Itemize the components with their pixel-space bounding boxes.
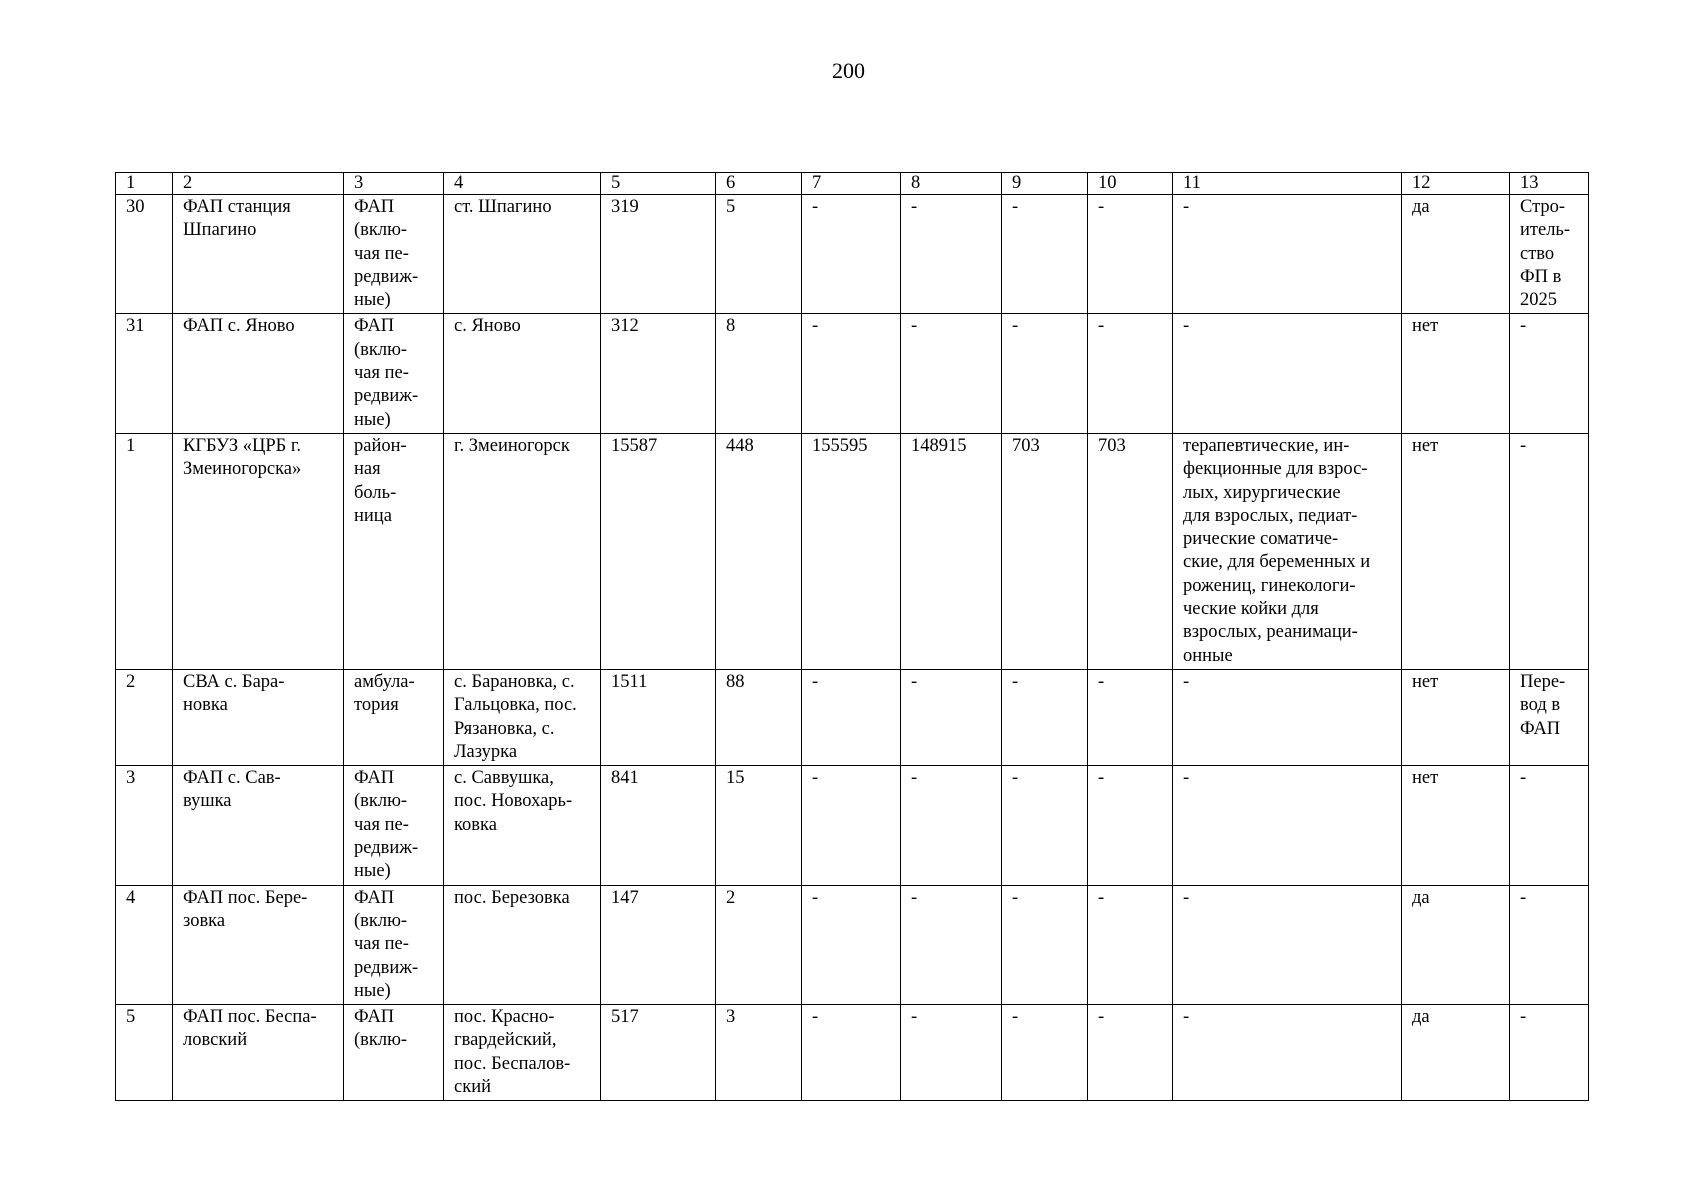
cell-line: фекционные для взрос- xyxy=(1183,459,1368,480)
cell-line: - xyxy=(911,197,918,217)
table-cell-col-1 xyxy=(116,433,173,669)
cell-line: ные) xyxy=(354,290,391,311)
table-cell-col-10 xyxy=(1088,433,1173,669)
cell-line: - xyxy=(812,887,819,908)
table-cell-col-3 xyxy=(344,669,444,765)
table-cell-col-6 xyxy=(716,885,802,1004)
cell-line: ФАП пос. Бере- xyxy=(183,887,308,908)
cell-line: СВА с. Бара- xyxy=(183,671,285,692)
table-cell-col-7 xyxy=(802,195,901,314)
table-cell-col-12 xyxy=(1402,314,1510,433)
cell-line: ФАП xyxy=(354,316,395,337)
page-number: 200 xyxy=(832,58,865,83)
cell-line: - xyxy=(1098,1007,1105,1028)
cell-line: 31 xyxy=(126,316,145,337)
column-header-5: 5 xyxy=(601,173,716,195)
cell-line: пос. Красно- xyxy=(454,1007,555,1028)
cell-line: ский xyxy=(454,1076,491,1097)
table-row xyxy=(116,766,1589,885)
cell-line: 8 xyxy=(726,316,736,337)
table-cell-col-5 xyxy=(601,669,716,765)
table-cell-col-9 xyxy=(1002,433,1088,669)
table-cell-col-8 xyxy=(901,195,1002,314)
column-header-7: 7 xyxy=(802,173,901,195)
table-cell-col-1 xyxy=(116,314,173,433)
cell-line: рожениц, гинекологи- xyxy=(1183,575,1356,596)
table-cell-col-12 xyxy=(1402,766,1510,885)
table-cell-col-4 xyxy=(444,195,601,314)
cell-line: ческие койки для xyxy=(1183,599,1319,620)
cell-line: г. Змеиногорск xyxy=(454,435,570,456)
cell-line: - xyxy=(911,671,918,692)
cell-line: 2 xyxy=(726,887,736,908)
cell-line: терапевтические, ин- xyxy=(1183,435,1350,456)
cell-line: нет xyxy=(1412,316,1439,337)
table-cell-col-10 xyxy=(1088,195,1173,314)
table-cell-col-1 xyxy=(116,885,173,1004)
table-cell-col-10 xyxy=(1088,766,1173,885)
cell-line: (вклю- xyxy=(354,1030,408,1051)
cell-line: - xyxy=(812,197,819,217)
table-cell-col-10 xyxy=(1088,1005,1173,1101)
table-row xyxy=(116,1005,1589,1101)
cell-line: - xyxy=(1183,887,1190,908)
table-cell-col-13 xyxy=(1510,1005,1589,1101)
column-header-10: 10 xyxy=(1088,173,1173,195)
column-header-1: 1 xyxy=(116,173,173,195)
table-cell-col-9 xyxy=(1002,314,1088,433)
cell-line: 4 xyxy=(126,887,136,908)
table-cell-col-5 xyxy=(601,1005,716,1101)
cell-line: - xyxy=(1012,316,1019,337)
table-cell-col-12 xyxy=(1402,195,1510,314)
table-row xyxy=(116,885,1589,1004)
cell-line: амбула- xyxy=(354,671,415,692)
table-cell-col-4 xyxy=(444,669,601,765)
cell-line: ловский xyxy=(183,1030,248,1051)
table-cell-col-4 xyxy=(444,766,601,885)
cell-line: лых, хирургические xyxy=(1183,482,1341,503)
cell-line: 703 xyxy=(1012,435,1040,456)
cell-line: - xyxy=(1012,671,1019,692)
table-cell-col-11 xyxy=(1173,195,1402,314)
column-header-12: 12 xyxy=(1402,173,1510,195)
cell-line: КГБУЗ «ЦРБ г. xyxy=(183,435,302,456)
column-header-2: 2 xyxy=(173,173,344,195)
table-cell-col-10 xyxy=(1088,885,1173,1004)
cell-line: (вклю- xyxy=(354,791,408,812)
table-cell-col-8 xyxy=(901,1005,1002,1101)
cell-line: - xyxy=(1183,1007,1190,1028)
cell-line: чая пе- xyxy=(354,934,409,955)
table-cell-col-7 xyxy=(802,1005,901,1101)
table-cell-col-11 xyxy=(1173,433,1402,669)
header-row xyxy=(116,173,1589,195)
cell-line: - xyxy=(1012,887,1019,908)
table-cell-col-3 xyxy=(344,1005,444,1101)
table-cell-col-2 xyxy=(173,766,344,885)
table-row xyxy=(116,195,1589,314)
table-cell-col-6 xyxy=(716,195,802,314)
cell-line: (вклю- xyxy=(354,339,408,360)
table-cell-col-13 xyxy=(1510,433,1589,669)
table-cell-col-7 xyxy=(802,433,901,669)
cell-line: - xyxy=(1098,197,1105,217)
table-cell-col-7 xyxy=(802,885,901,1004)
cell-line: с. Яново xyxy=(454,316,521,337)
cell-line: ные) xyxy=(354,980,391,1001)
table-cell-col-9 xyxy=(1002,195,1088,314)
table-cell-col-2 xyxy=(173,885,344,1004)
table-cell-col-5 xyxy=(601,433,716,669)
cell-line: ные) xyxy=(354,861,391,882)
cell-line: да xyxy=(1412,887,1430,908)
cell-line: 1 xyxy=(126,435,136,456)
cell-line: редвиж- xyxy=(354,266,419,287)
cell-line: гвардейский, xyxy=(454,1030,557,1051)
cell-line: - xyxy=(812,316,819,337)
cell-line: тория xyxy=(354,695,399,716)
cell-line: ФАП с. Яново xyxy=(183,316,295,337)
table-cell-col-9 xyxy=(1002,885,1088,1004)
cell-line: ст. Шпагино xyxy=(454,197,552,217)
table-cell-col-9 xyxy=(1002,766,1088,885)
table-cell-col-9 xyxy=(1002,669,1088,765)
cell-line: ФАП xyxy=(1520,718,1561,739)
cell-line: 148915 xyxy=(911,435,967,456)
table-cell-col-5 xyxy=(601,195,716,314)
cell-line: пос. Березовка xyxy=(454,887,570,908)
cell-line: Змеиногорска» xyxy=(183,459,302,480)
cell-line: вод в xyxy=(1520,695,1561,716)
cell-line: - xyxy=(911,316,918,337)
table-cell-col-9 xyxy=(1002,1005,1088,1101)
cell-line: Шпагино xyxy=(183,220,257,241)
table-cell-col-12 xyxy=(1402,669,1510,765)
cell-line: 2 xyxy=(126,671,136,692)
cell-line: Гальцовка, пос. xyxy=(454,695,577,716)
table-cell-col-4 xyxy=(444,885,601,1004)
table-cell-col-10 xyxy=(1088,669,1173,765)
table-cell-col-1 xyxy=(116,195,173,314)
table-cell-col-2 xyxy=(173,669,344,765)
table-row xyxy=(116,669,1589,765)
column-header-4: 4 xyxy=(444,173,601,195)
cell-line: редвиж- xyxy=(354,386,419,407)
table-cell-col-3 xyxy=(344,885,444,1004)
cell-line: ФАП станция xyxy=(183,197,291,217)
cell-line: - xyxy=(1098,671,1105,692)
table-cell-col-3 xyxy=(344,195,444,314)
table-cell-col-7 xyxy=(802,669,901,765)
cell-line: чая пе- xyxy=(354,243,409,264)
cell-line: с. Барановка, с. xyxy=(454,671,575,692)
table-row xyxy=(116,433,1589,669)
table-cell-col-11 xyxy=(1173,314,1402,433)
cell-line: 1511 xyxy=(611,671,648,692)
table-cell-col-11 xyxy=(1173,1005,1402,1101)
cell-line: ФП в xyxy=(1520,266,1562,287)
cell-line: 155595 xyxy=(812,435,868,456)
cell-line: Рязановка, с. xyxy=(454,718,555,739)
cell-line: вушка xyxy=(183,791,232,812)
table-cell-col-3 xyxy=(344,314,444,433)
cell-line: - xyxy=(812,1007,819,1028)
table-cell-col-11 xyxy=(1173,885,1402,1004)
table-cell-col-6 xyxy=(716,766,802,885)
table-cell-col-8 xyxy=(901,885,1002,1004)
cell-line: ФАП xyxy=(354,887,395,908)
cell-line: редвиж- xyxy=(354,957,419,978)
cell-line: 312 xyxy=(611,316,639,337)
table-cell-col-6 xyxy=(716,669,802,765)
cell-line: Пере- xyxy=(1520,671,1566,692)
cell-line: редвиж- xyxy=(354,838,419,859)
cell-line: - xyxy=(1183,316,1190,337)
table-cell-col-5 xyxy=(601,766,716,885)
table-body xyxy=(116,195,1589,1101)
cell-line: - xyxy=(911,1007,918,1028)
table-cell-col-6 xyxy=(716,433,802,669)
table-cell-col-12 xyxy=(1402,885,1510,1004)
cell-line: ная xyxy=(354,459,381,480)
column-header-9: 9 xyxy=(1002,173,1088,195)
cell-line: район- xyxy=(354,435,407,456)
cell-line: 3 xyxy=(726,1007,736,1028)
cell-line: 147 xyxy=(611,887,639,908)
column-header-13: 13 xyxy=(1510,173,1589,195)
cell-line: - xyxy=(1520,768,1527,789)
table-cell-col-13 xyxy=(1510,885,1589,1004)
table-cell-col-2 xyxy=(173,195,344,314)
table-row xyxy=(116,314,1589,433)
cell-line: нет xyxy=(1412,768,1439,789)
cell-line: 15 xyxy=(726,768,745,789)
cell-line: боль- xyxy=(354,482,397,503)
table-cell-col-12 xyxy=(1402,1005,1510,1101)
table-cell-col-5 xyxy=(601,885,716,1004)
table-cell-col-6 xyxy=(716,314,802,433)
cell-line: 15587 xyxy=(611,435,658,456)
cell-line: - xyxy=(812,671,819,692)
cell-line: - xyxy=(1520,887,1527,908)
cell-line: - xyxy=(1012,768,1019,789)
cell-line: ные) xyxy=(354,409,391,430)
cell-line: ство xyxy=(1520,243,1555,264)
table-cell-col-13 xyxy=(1510,766,1589,885)
cell-line: - xyxy=(1098,316,1105,337)
table-cell-col-13 xyxy=(1510,195,1589,314)
table-cell-col-11 xyxy=(1173,766,1402,885)
cell-line: да xyxy=(1412,1007,1430,1028)
table-cell-col-11 xyxy=(1173,669,1402,765)
cell-line: - xyxy=(1183,671,1190,692)
cell-line: взрослых, реанимаци- xyxy=(1183,622,1358,643)
table-cell-col-7 xyxy=(802,314,901,433)
column-header-3: 3 xyxy=(344,173,444,195)
table-cell-col-13 xyxy=(1510,669,1589,765)
cell-line: - xyxy=(911,887,918,908)
cell-line: ФАП пос. Беспа- xyxy=(183,1007,317,1028)
table-cell-col-5 xyxy=(601,314,716,433)
column-header-11: 11 xyxy=(1173,173,1402,195)
table-cell-col-2 xyxy=(173,1005,344,1101)
cell-line: Стро- xyxy=(1520,197,1566,217)
table-cell-col-7 xyxy=(802,766,901,885)
table-cell-col-3 xyxy=(344,433,444,669)
cell-line: 517 xyxy=(611,1007,639,1028)
cell-line: - xyxy=(1183,197,1190,217)
cell-line: 448 xyxy=(726,435,754,456)
cell-line: 30 xyxy=(126,197,145,217)
table-cell-col-6 xyxy=(716,1005,802,1101)
cell-line: - xyxy=(1520,1007,1527,1028)
cell-line: Лазурка xyxy=(454,741,518,762)
cell-line: ские, для беременных и xyxy=(1183,552,1371,573)
table-cell-col-2 xyxy=(173,314,344,433)
cell-line: 3 xyxy=(126,768,136,789)
cell-line: с. Саввушка, xyxy=(454,768,554,789)
cell-line: ковка xyxy=(454,814,497,835)
cell-line: 88 xyxy=(726,671,745,692)
table-cell-col-4 xyxy=(444,433,601,669)
table-cell-col-4 xyxy=(444,1005,601,1101)
table-cell-col-1 xyxy=(116,1005,173,1101)
cell-line: новка xyxy=(183,695,228,716)
cell-line: - xyxy=(812,768,819,789)
cell-line: чая пе- xyxy=(354,363,409,384)
table-cell-col-13 xyxy=(1510,314,1589,433)
cell-line: 703 xyxy=(1098,435,1126,456)
cell-line: онные xyxy=(1183,645,1233,666)
cell-line: итель- xyxy=(1520,220,1571,241)
cell-line: (вклю- xyxy=(354,910,408,931)
cell-line: - xyxy=(1520,435,1527,456)
table-cell-col-8 xyxy=(901,669,1002,765)
cell-line: ФАП xyxy=(354,197,395,217)
cell-line: чая пе- xyxy=(354,814,409,835)
table-cell-col-12 xyxy=(1402,433,1510,669)
cell-line: 5 xyxy=(726,197,736,217)
table-cell-col-2 xyxy=(173,433,344,669)
table-cell-col-10 xyxy=(1088,314,1173,433)
cell-line: да xyxy=(1412,197,1430,217)
cell-line: ница xyxy=(354,505,392,526)
column-header-8: 8 xyxy=(901,173,1002,195)
cell-line: зовка xyxy=(183,910,226,931)
cell-line: ФАП с. Сав- xyxy=(183,768,281,789)
table-cell-col-1 xyxy=(116,766,173,885)
cell-line: для взрослых, педиат- xyxy=(1183,505,1358,526)
cell-line: пос. Беспалов- xyxy=(454,1053,571,1074)
table-cell-col-8 xyxy=(901,314,1002,433)
cell-line: нет xyxy=(1412,435,1439,456)
table-cell-col-1 xyxy=(116,669,173,765)
cell-line: нет xyxy=(1412,671,1439,692)
cell-line: рические соматиче- xyxy=(1183,529,1339,550)
cell-line: - xyxy=(1012,1007,1019,1028)
cell-line: 5 xyxy=(126,1007,136,1028)
cell-line: 2025 xyxy=(1520,290,1557,311)
cell-line: ФАП xyxy=(354,1007,395,1028)
table-cell-col-8 xyxy=(901,766,1002,885)
cell-line: - xyxy=(1183,768,1190,789)
table-cell-col-8 xyxy=(901,433,1002,669)
cell-line: - xyxy=(1012,197,1019,217)
cell-line: ФАП xyxy=(354,768,395,789)
table-cell-col-4 xyxy=(444,314,601,433)
cell-line: пос. Новохарь- xyxy=(454,791,573,812)
cell-line: - xyxy=(1520,316,1527,337)
cell-line: - xyxy=(1098,768,1105,789)
cell-line: 841 xyxy=(611,768,639,789)
table-cell-col-3 xyxy=(344,766,444,885)
column-header-6: 6 xyxy=(716,173,802,195)
facilities-table xyxy=(115,172,1589,1101)
cell-line: (вклю- xyxy=(354,220,408,241)
cell-line: - xyxy=(1098,887,1105,908)
cell-line: - xyxy=(911,768,918,789)
cell-line: 319 xyxy=(611,197,639,217)
